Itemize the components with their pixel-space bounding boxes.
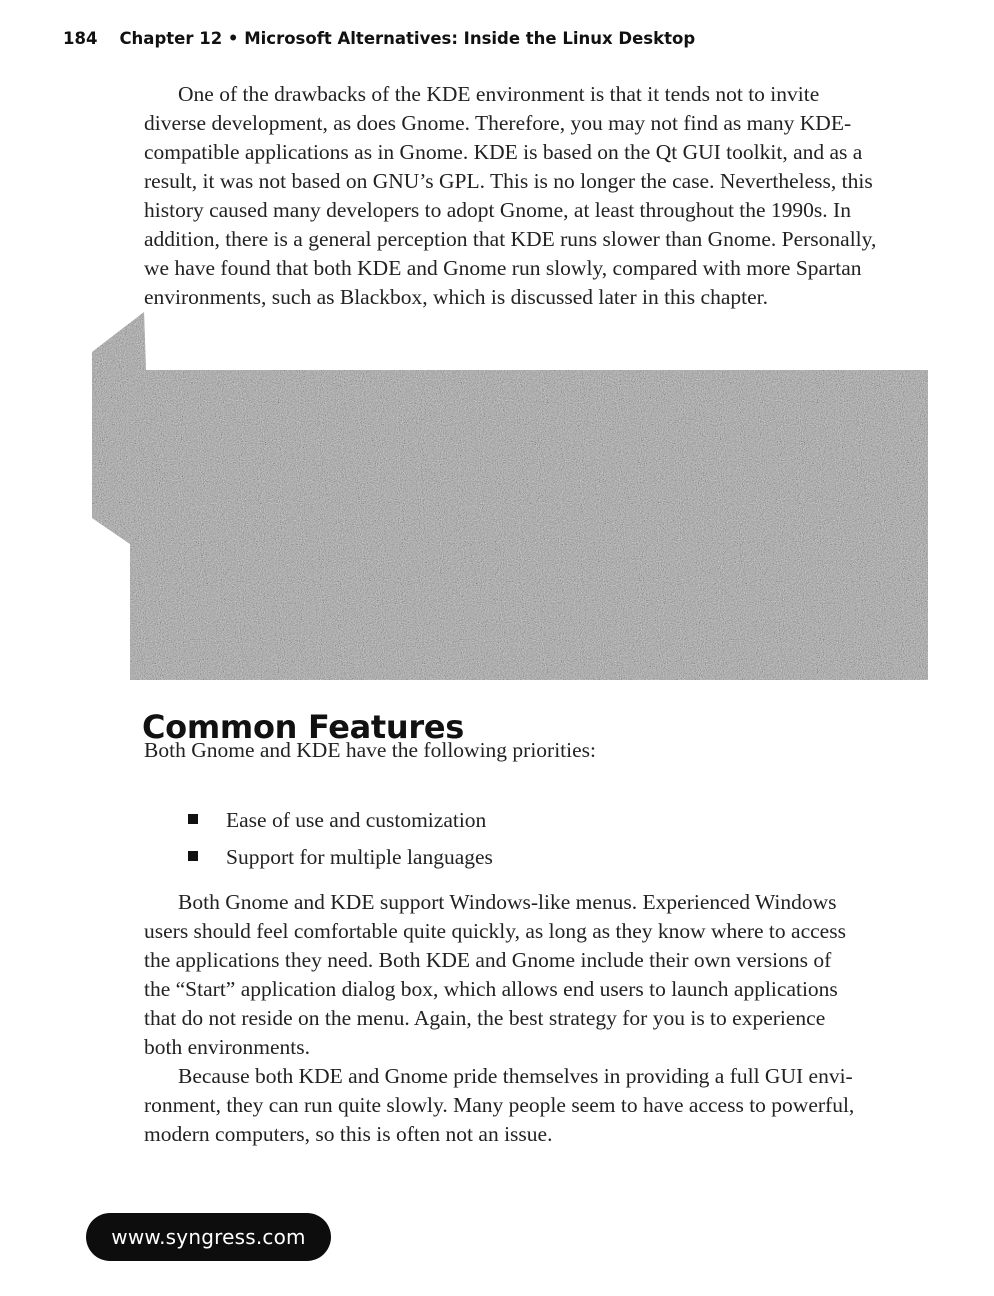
- text-line: diverse development, as does Gnome. Therefore, you may not find as many KDE-: [144, 111, 852, 135]
- text-line: One of the drawbacks of the KDE environment is that it tends not to invite: [178, 82, 820, 106]
- text-line: history caused many developers to adopt Gnome, at least throughout the 1990s. In: [144, 198, 851, 222]
- text-line: ronment, they can run quite slowly. Many people seem to have access to powerful,: [144, 1093, 855, 1117]
- text-line: that do not reside on the menu. Again, the best strategy for you is to experience: [144, 1006, 826, 1030]
- text-line: addition, there is a general perception that KDE runs slower than Gnome. Personally,: [144, 227, 877, 251]
- text-line: we have found that both KDE and Gnome run slowly, compared with more Spartan: [144, 256, 862, 280]
- text-line: both environments.: [144, 1035, 311, 1059]
- paragraph-windows-menus: [144, 888, 924, 1062]
- page-number: 184: [63, 29, 98, 48]
- gray-sidebar-box: [92, 312, 928, 680]
- tip-box-shape: [92, 312, 928, 680]
- text-line: environments, such as Blackbox, which is discussed later in this chapter.: [144, 285, 768, 309]
- paragraph-kde-drawbacks: [144, 80, 924, 312]
- text-line: Because both KDE and Gnome pride themselves in providing a full GUI envi-: [178, 1064, 853, 1088]
- bullet-square-icon: [188, 814, 198, 824]
- publisher-url-badge: www.syngress.com: [86, 1213, 331, 1261]
- chapter-title: Chapter 12 • Microsoft Alternatives: Inside the Linux Desktop: [119, 29, 696, 48]
- text-line: result, it was not based on GNU’s GPL. This is no longer the case. Nevertheless, this: [144, 169, 873, 193]
- list-item: Support for multiple languages: [188, 843, 493, 880]
- running-head: [63, 29, 695, 48]
- priorities-list: [188, 806, 493, 880]
- text-line: modern computers, so this is often not an issue.: [144, 1122, 553, 1146]
- section-intro: Both Gnome and KDE have the following priorities:: [144, 738, 597, 762]
- text-line: Both Gnome and KDE support Windows-like menus. Experienced Windows: [178, 890, 837, 914]
- text-line: the “Start” application dialog box, which allows end users to launch applications: [144, 977, 838, 1001]
- list-item: Ease of use and customization: [188, 806, 493, 843]
- section-heading: Common Features: [142, 708, 465, 746]
- bullet-square-icon: [188, 851, 198, 861]
- text-line: users should feel comfortable quite quickly, as long as they know where to access: [144, 919, 846, 943]
- text-line: the applications they need. Both KDE and Gnome include their own versions of: [144, 948, 832, 972]
- text-line: compatible applications as in Gnome. KDE is based on the Qt GUI toolkit, and as a: [144, 140, 863, 164]
- paragraph-performance: [144, 1062, 924, 1149]
